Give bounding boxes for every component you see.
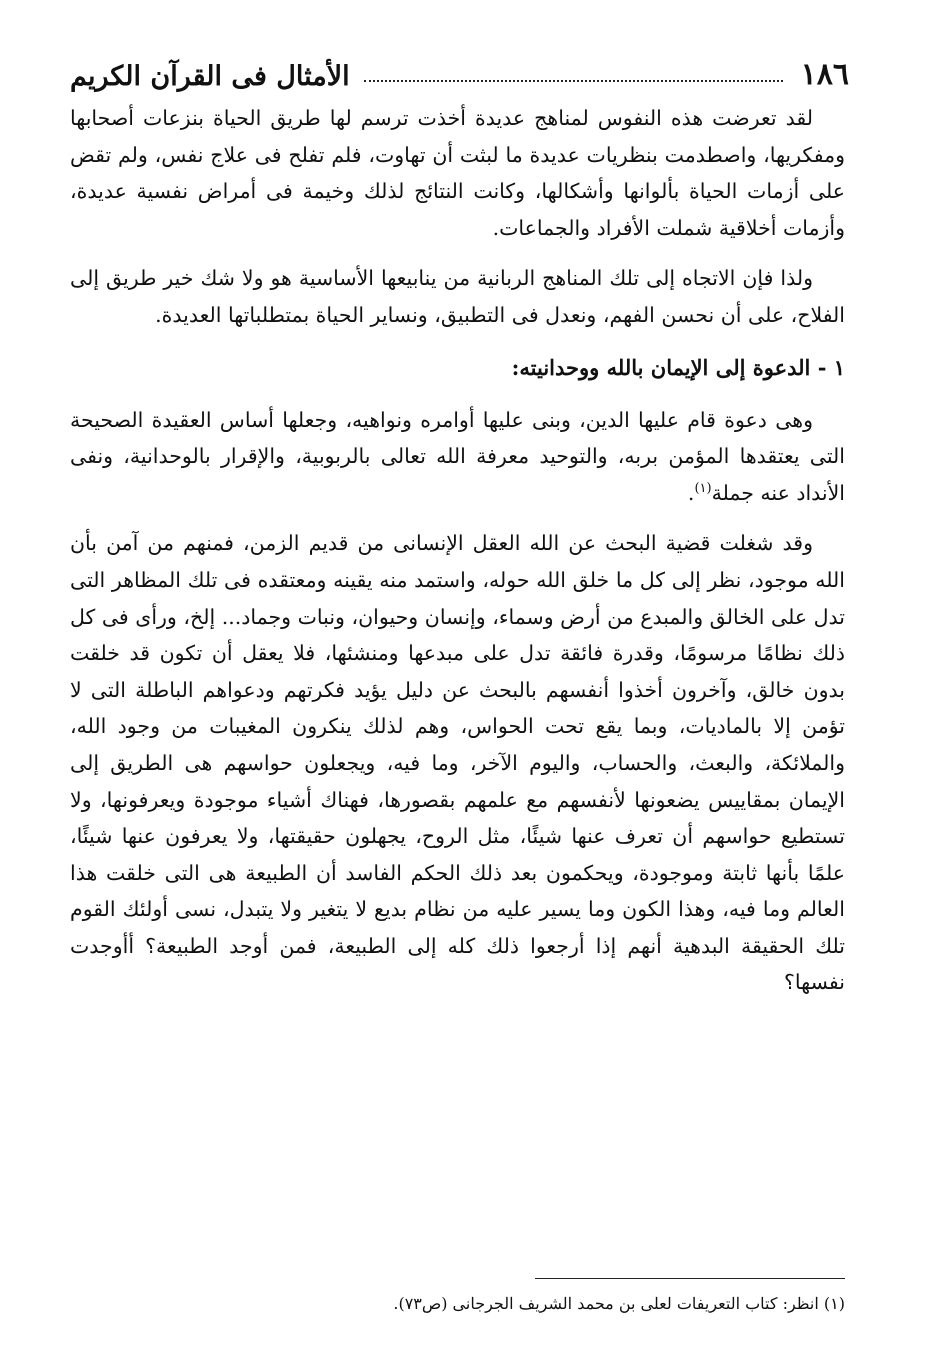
section-paragraph (70, 402, 845, 512)
footnote: (١) انظر: كتاب التعريفات لعلى بن محمد الشريف الجرجانى (ص٧٣). (393, 1294, 845, 1313)
book-title: الأمثال فى القرآن الكريم (70, 61, 350, 92)
section-paragraph-text: وهى دعوة قام عليها الدين، وبنى عليها أوامره ونواهيه، وجعلها أساس العقيدة الصحيحة التى يعتقدها المؤمن بربه، والتوحيد معرفة الله تعالى بالربوبية، والإقرار بالوحدانية، ونفى الأنداد عنه جملة (70, 407, 845, 505)
section-heading: ١ - الدعوة إلى الإيمان بالله ووحدانيته: (511, 354, 845, 380)
running-header (70, 44, 849, 90)
footnote-divider (535, 1278, 845, 1279)
paragraph: لقد تعرضت هذه النفوس لمناهج عديدة أخذت ترسم لها طريق الحياة بنزعات أصحابها ومفكريها، واصطدمت بنظريات عديدة ما لبثت أن تهاوت، فلم تفلح فى علاج نفس، ولم تقض على أزمات الحياة بألوانها وأشكالها، وكانت النتائج لذلك وخيمة فى أمراض نفسية عديدة، وأزمات أخلاقية شملت الأفراد والجماعات. (70, 106, 845, 240)
header-dotted-leader (364, 80, 783, 82)
section-paragraph-end: . (687, 480, 695, 505)
page-body (70, 100, 845, 1001)
footnote-reference[interactable]: (١) (694, 480, 712, 496)
section-paragraph: وقد شغلت قضية البحث عن الله العقل الإنسانى من قديم الزمن، فمنهم من آمن بأن الله موجود، نظر إلى كل ما خلق الله حوله، واستمد منه يقينه ومعتقده فى تلك المظاهر التى تدل على الخالق والمبدع من أرض وسماء، وإنسان وحيوان، ونبات وجماد... إلخ، ورأى فى كل ذلك نظامًا مرسومًا، وقدرة فائقة تدل على مبدعها ومنشئها، فلا يعقل أن تكون قد خلقت بدون خالق، وآخرون أخذوا أنفسهم بالبحث عن دليل يؤيد فكرتهم ودعواهم الباطلة التى لا تؤمن إلا بالماديات، وبما يقع تحت الحواس، وهم لذلك ينكرون المغيبات من وجود الله، والملائكة، والبعث، والحساب، واليوم الآخر، وما فيه، ويجعلون حواسهم هى الطريق إلى الإيمان بمقاييس يضعونها لأنفسهم مع علمهم بقصورها، فهناك أشياء موجودة ويعرفونها، ولا تستطيع حواسهم أن تعرف عنها شيئًا، مثل الروح، يجهلون حقيقتها، ولا يعرفون عنها شيئًا، علمًا بأنها ثابتة وموجودة، ويحكمون بعد ذلك الحكم الفاسد أن الطبيعة هى التى خلقت هذا العالم وما فيه، وهذا الكون وما يسير عليه من نظام بديع لا يتغير ولا يتبدل، نسى أولئك القوم تلك الحقيقة البدهية أنهم إذا أرجعوا ذلك كله إلى الطبيعة، فمن أوجد الطبيعة؟ أأوجدت نفسها؟ (70, 531, 846, 995)
page-number: ١٨٦ (800, 57, 849, 92)
paragraph: ولذا فإن الاتجاه إلى تلك المناهج الربانية من ينابيعها الأساسية هو ولا شك خير طريق إلى الفلاح، على أن نحسن الفهم، ونعدل فى التطبيق، ونساير الحياة بمتطلباتها العديدة. (70, 266, 845, 327)
